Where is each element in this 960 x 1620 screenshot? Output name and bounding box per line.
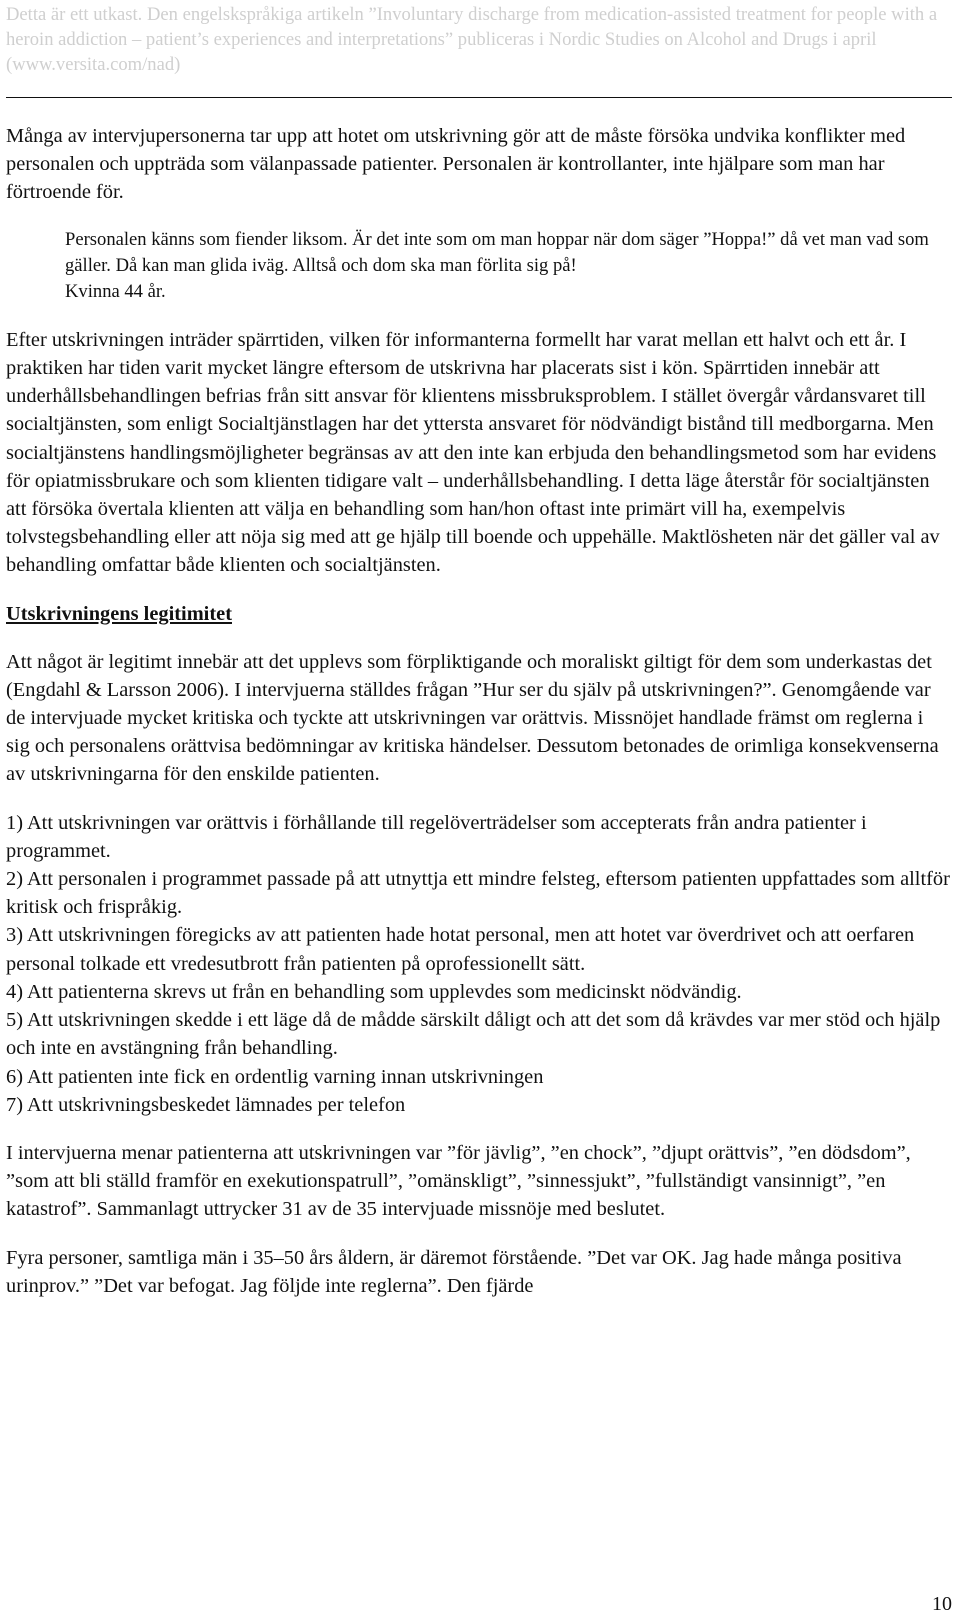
list-item: 7) Att utskrivningsbeskedet lämnades per telefon [6,1093,406,1116]
draft-notice-header: Detta är ett utkast. Den engelskspråkiga artikeln ”Involuntary discharge from medication-assisted treatment for people with a heroin addiction – patient’s experiences and interpretations” publiceras i Nordic Studies on Alcohol and Drugs i april (www.versita.com/nad) [6,4,938,75]
opinions-paragraph: I intervjuerna menar patienterna att utskrivningen var ”för jävlig”, ”en chock”, ”djupt orättvis”, ”en dödsdom”, ”som att bli ställd framför en exekutionspatrull”, ”omänskligt”, ”sinnessjukt”, ”fullständigt vansinnigt”, ”en katastrof”. Sammanlagt uttrycker 31 av de 35 intervjuade missnöje med beslutet. [6,1141,911,1221]
spartid-paragraph: Efter utskrivningen inträder spärrtiden, vilken för informanterna formellt har varat mellan ett halvt och ett år. I praktiken har tiden varit mycket längre eftersom de utskrivna har placerats sist i kön. Spärrtiden innebär att underhållsbehandlingen befrias från sitt ansvar för klientens missbruksproblem. I stället övergår vårdansvaret till socialtjänsten, som enligt Socialtjänstlagen har det yttersta ansvaret för nödvändigt bistånd till medborgarna. Men socialtjänstens handlingsmöjligheter begränsas av att den inte kan erbjuda den behandlingsmetod som har evidens för opiatmissbrukare och som klienten tidigare valt – underhållsbehandling. I detta läge återstår för socialtjänsten att försöka övertala klienten att välja en behandling som han/hon oftast inte primärt vill ha, exempelvis tolvstegsbehandling eller att nöja sig med att ge hjälp till boende och uppehälle. Maktlösheten när det gäller val av behandling omfattar både klienten och socialtjänsten. [6,328,940,577]
document-body [6,122,950,1320]
header-divider [6,97,952,98]
intro-paragraph: Många av intervjupersonerna tar upp att hotet om utskrivning gör att de måste försöka undvika konflikter med personalen och uppträda som välanpassade patienter. Personalen är kontrollanter, inte hjälpare som man har förtroende för. [6,125,906,204]
legitimacy-paragraph: Att något är legitimt innebär att det upplevs som förpliktigande och moraliskt giltigt för dem som underkastas det (Engdahl & Larsson 2006). I intervjuerna ställdes frågan ”Hur ser du själv på utskrivningen?”. Genomgående var de intervjuade mycket kritiska och tyckte att utskrivningen var orättvis. Missnöjet handlade främst om reglerna i sig och personalens orättvisa bedömningar av kritiska händelser. Dessutom betonades de orimliga konsekvenserna av utskrivningarna för den enskilde patienten. [6,650,939,786]
list-item: 5) Att utskrivningen skedde i ett läge då de mådde särskilt dåligt och att det som då krävdes var mer stöd och hjälp och inte en avstängning från behandling. [6,1009,941,1060]
section-heading: Utskrivningens legitimitet [6,602,232,625]
criticism-list [6,809,950,1119]
list-item: 1) Att utskrivningen var orättvis i förhållande till regelöverträdelser som accepterats från andra patienter i programmet. [6,811,867,862]
quote-attribution: Kvinna 44 år. [65,281,166,303]
quote-text: Personalen känns som fiender liksom. Är det inte som om man hoppar när dom säger ”Hoppa!” då vet man vad som gäller. Då kan man glida iväg. Alltså och dom ska man förlita sig på! [65,228,929,277]
list-item: 6) Att patienten inte fick en ordentlig varning innan utskrivningen [6,1065,544,1088]
interview-quote [65,227,950,306]
list-item: 4) Att patienterna skrevs ut från en behandling som upplevdes som medicinskt nödvändig. [6,980,742,1003]
final-paragraph: Fyra personer, samtliga män i 35–50 års åldern, är däremot förstående. ”Det var OK. Jag hade många positiva urinprov.” ”Det var befogat. Jag följde inte reglerna”. Den fjärde [6,1246,902,1297]
page-number: 10 [932,1593,952,1615]
list-item: 2) Att personalen i programmet passade på att utnyttja ett mindre felsteg, eftersom patienten uppfattades som alltför kritisk och frispråkig. [6,868,950,919]
list-item: 3) Att utskrivningen föregicks av att patienten hade hotat personal, men att hotet var överdrivet och att oerfaren personal tolkade ett vredesutbrott från patienten på oprofessionellt sätt. [6,924,915,975]
